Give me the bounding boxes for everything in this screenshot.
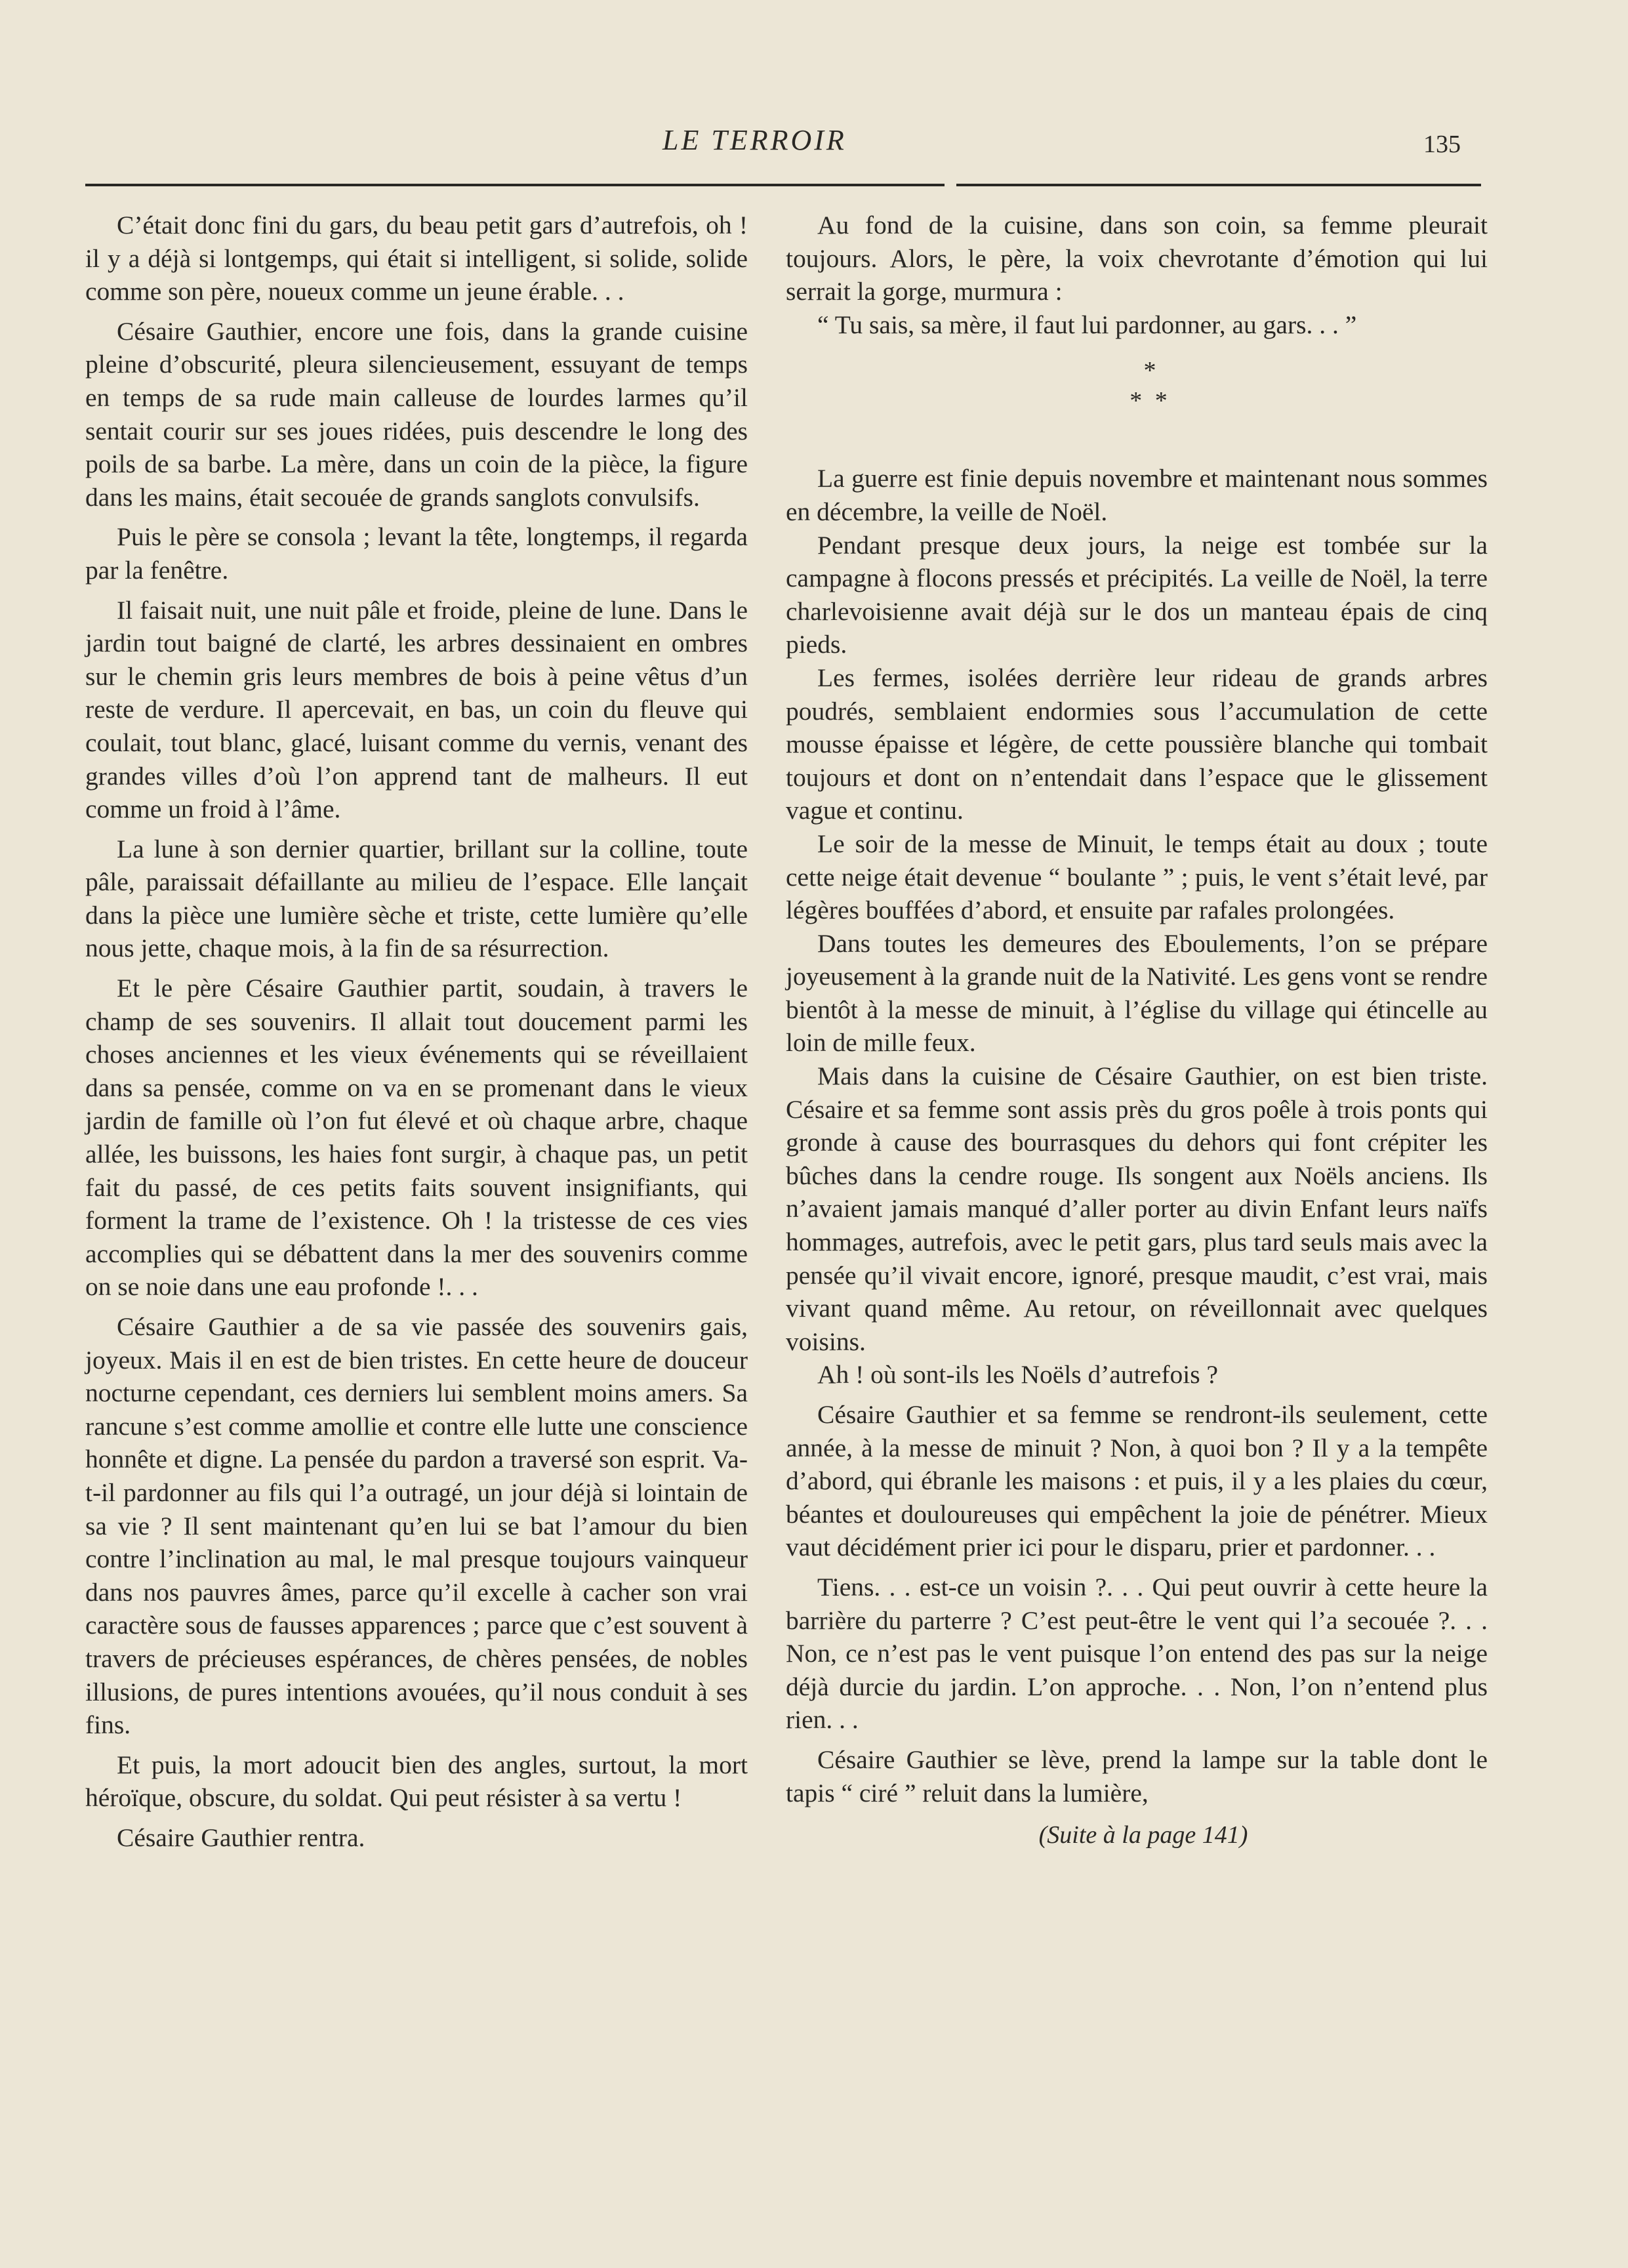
paragraph: La lune à son dernier quartier, brillant sur la colline, toute pâle, paraissait défaillante au milieu de l’espace. Elle lançait dans la pièce une lumière sèche et triste, cette lumière qu’elle nous jette, chaque mois, à la fin de sa résurrection. <box>85 834 748 963</box>
asterism-bottom: * * <box>1129 387 1168 415</box>
right-column <box>786 209 1488 1852</box>
paragraph: Ah ! où sont-ils les Noëls d’autrefois ? <box>817 1360 1219 1390</box>
asterism-top: * <box>1143 357 1156 385</box>
paragraph: Césaire Gauthier et sa femme se rendront-ils seulement, cette année, à la messe de minuit ? Non, à quoi bon ? Il y a la tempête d’abord, qui ébranle les maisons : et puis, il y a les plaies du cœur, béantes et douloureuses qui empêchent la joie de pénétrer. Mieux vaut décidément prier ici pour le disparu, prier et pardonner. . . <box>786 1400 1488 1562</box>
paragraph: Tiens. . . est-ce un voisin ?. . . Qui peut ouvrir à cette heure la barrière du parterre ? C’est peut-être le vent qui l’a secouée ?. . . Non, ce n’est pas le vent puisque l’on entend des pas sur la neige déjà durcie du jardin. L’on approche. . . Non, l’on n’entend plus rien. . . <box>786 1572 1488 1735</box>
section-break-asterism <box>786 356 1488 416</box>
paragraph: Puis le père se consola ; levant la tête, longtemps, il regarda par la fenêtre. <box>85 522 748 585</box>
paragraph: Césaire Gauthier, encore une fois, dans la grande cuisine pleine d’obscurité, pleura silencieusement, essuyant de temps en temps de sa rude main calleuse de lourdes larmes qu’il sentait courir sur ses joues ridées, puis descendre le long des poils de sa barbe. La mère, dans un coin de la pièce, la figure dans les mains, était secouée de grands sanglots convulsifs. <box>85 316 748 512</box>
paragraph: Et le père Césaire Gauthier partit, soudain, à travers le champ de ses souvenirs. Il allait tout doucement parmi les choses anciennes et les vieux événements qui se réveillaient dans sa pensée, comme on va en se promenant dans le vieux jardin de famille où l’on fut élevé et où chaque arbre, chaque allée, les buissons, les haies font surgir, à chaque pas, un petit fait du passé, de ces petits faits souvent insignifiants, qui forment la trame de l’existence. Oh ! la tristesse de ces vies accomplies qui se débattent dans la mer des souvenirs comme on se noie dans une eau profonde !. . . <box>85 974 748 1302</box>
paragraph: La guerre est finie depuis novembre et maintenant nous sommes en décembre, la veille de Noël. <box>786 464 1488 526</box>
paragraph: Pendant presque deux jours, la neige est tombée sur la campagne à flocons pressés et précipités. La veille de Noël, la terre charlevoisienne avait déjà sur le dos un manteau épais de cinq pieds. <box>786 530 1488 659</box>
paragraph: Au fond de la cuisine, dans son coin, sa femme pleurait toujours. Alors, le père, la voix chevrotante d’émotion qui lui serrait la gorge, murmura : <box>786 211 1488 306</box>
paragraph: Les fermes, isolées derrière leur rideau de grands arbres poudrés, semblaient endormies sous l’accumulation de cette mousse épaisse et légère, de cette poussière blanche qui tombait toujours et dont on n’entendait dans l’espace que le glissement vague et continu. <box>786 663 1488 825</box>
paragraph: Césaire Gauthier rentra. <box>117 1823 365 1852</box>
paragraph: Césaire Gauthier se lève, prend la lampe sur la table dont le tapis “ ciré ” reluit dans la lumière, <box>786 1744 1488 1807</box>
paragraph: “ Tu sais, sa mère, il faut lui pardonner, au gars. . . ” <box>817 310 1357 339</box>
paragraph: Césaire Gauthier a de sa vie passée des souvenirs gais, joyeux. Mais il en est de bien tristes. En cette heure de douceur nocturne cependant, ces derniers lui semblent moins amers. Sa rancune s’est comme amollie et contre elle lutte une conscience honnête et digne. La pensée du pardon a traversé son esprit. Va-t-il pardonner au fils qui l’a outragé, un jour déjà si lointain de sa vie ? Il sent maintenant qu’en lui se bat l’amour du bien contre l’inclination au mal, le mal presque toujours vainqueur dans nos pauvres âmes, parce qu’il excelle à cacher son vrai caractère sous de fausses apparences ; parce que c’est souvent à travers de précieuses espérances, de chères pensées, de nobles illusions, de pures intentions avouées, qu’il nous conduit à ses fins. <box>85 1312 748 1740</box>
header-rule-left <box>85 184 945 186</box>
page-header <box>0 123 1628 169</box>
paragraph: Dans toutes les demeures des Eboulements, l’on se prépare joyeusement à la grande nuit de la Nativité. Les gens vont se rendre bientôt à la messe de minuit, à l’église du village qui étincelle au loin de mille feux. <box>786 928 1488 1058</box>
page-number: 135 <box>1423 131 1461 158</box>
left-column <box>85 209 748 1861</box>
continuation-note: (Suite à la page 141) <box>1038 1821 1248 1849</box>
header-rule-right <box>956 184 1481 186</box>
paragraph: Il faisait nuit, une nuit pâle et froide, pleine de lune. Dans le jardin tout baigné de clarté, les arbres dessinaient en ombres sur le chemin gris leurs membres de bois à peine vêtus d’un reste de verdure. Il apercevait, en bas, un coin du fleuve qui coulait, tout blanc, glacé, luisant comme du vernis, venant des grandes villes d’où l’on apprend tant de malheurs. Il eut comme un froid à l’âme. <box>85 595 748 824</box>
paragraph: C’était donc fini du gars, du beau petit gars d’autrefois, oh ! il y a déjà si lontgemps, qui était si intelligent, si solide, solide comme son père, noueux comme un jeune érable. . . <box>85 211 748 306</box>
paragraph: Et puis, la mort adoucit bien des angles, surtout, la mort héroïque, obscure, du soldat. Qui peut résister à sa vertu ! <box>85 1750 748 1813</box>
running-title: LE TERROIR <box>662 124 847 156</box>
paragraph: Le soir de la messe de Minuit, le temps était au doux ; toute cette neige était devenue “ boulante ” ; puis, le vent s’était levé, par légères bouffées d’abord, et ensuite par rafales prolongées. <box>786 829 1488 925</box>
paragraph: Mais dans la cuisine de Césaire Gauthier, on est bien triste. Césaire et sa femme sont assis près du gros poêle à trois ponts qui gronde à cause des bourrasques du dehors qui font crépiter les bûches dans la cendre rouge. Ils songent aux Noëls anciens. Ils n’avaient jamais manqué d’aller porter au divin Enfant leurs naïfs hommages, autrefois, avec le petit gars, plus tard seuls mais avec la pensée qu’il vivait encore, ignoré, presque maudit, c’est vrai, mais vivant quand même. Au retour, on réveillonnait avec quelques voisins. <box>786 1062 1488 1356</box>
